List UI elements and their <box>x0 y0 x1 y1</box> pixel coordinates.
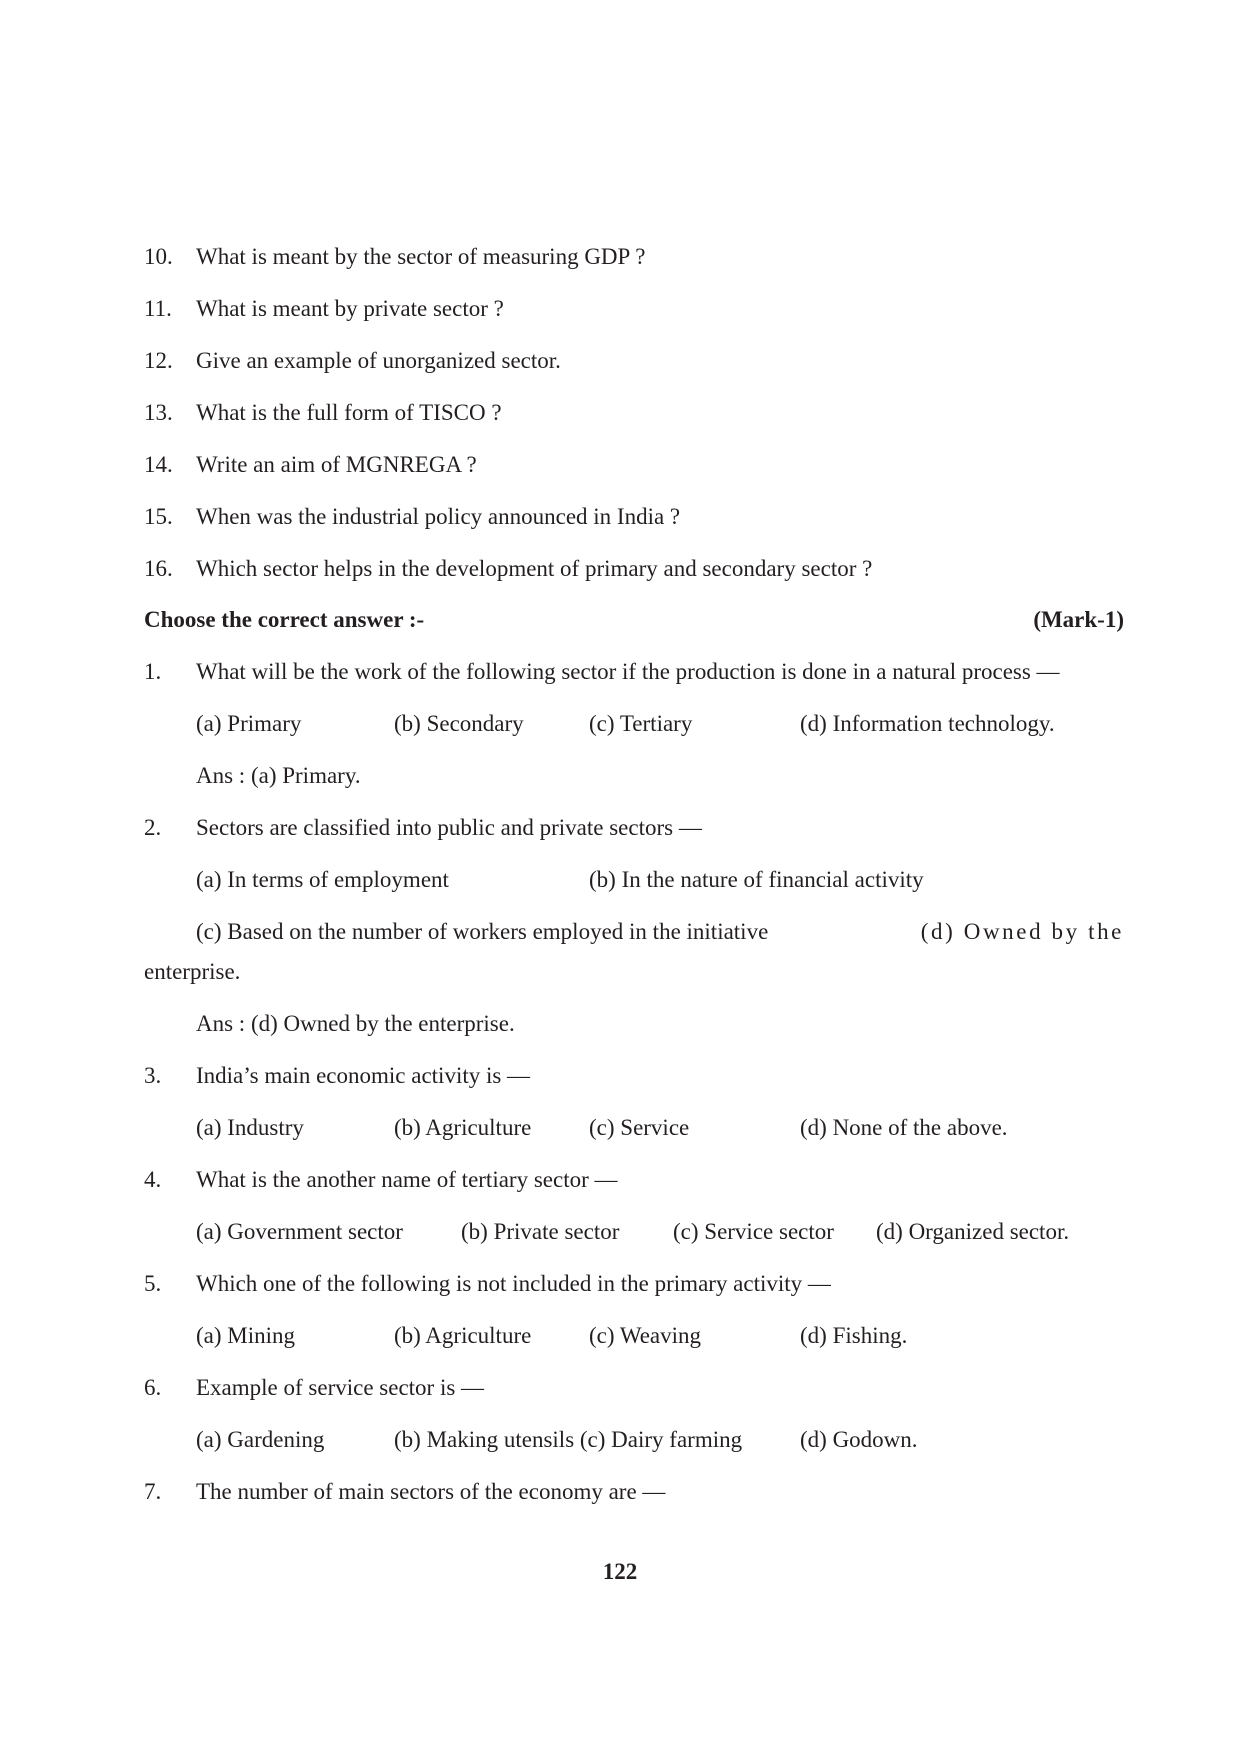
question-number: 11. <box>144 296 172 321</box>
option-a: (a) Government sector <box>196 1219 403 1244</box>
section-marks: (Mark-1) <box>1033 607 1124 632</box>
question-number: 13. <box>144 400 173 425</box>
option-b: (b) Secondary <box>394 711 524 736</box>
option-a: (a) Mining <box>196 1323 296 1348</box>
question-number: 15. <box>144 504 173 529</box>
question-text: Give an example of unorganized sector. <box>196 348 561 373</box>
question-number: 2. <box>144 815 162 840</box>
question-text: What is meant by private sector ? <box>196 296 504 321</box>
answer-text: Ans : (d) Owned by the enterprise. <box>196 1011 515 1036</box>
question-number: 1. <box>144 659 162 684</box>
question-text: Example of service sector is — <box>196 1375 485 1400</box>
question-text: Sectors are classified into public and private sectors — <box>196 815 702 840</box>
section-heading: Choose the correct answer :- <box>144 607 425 632</box>
question-text: What is meant by the sector of measuring GDP ? <box>196 244 646 269</box>
answer-text: Ans : (a) Primary. <box>196 763 361 788</box>
option-d: (d) Godown. <box>800 1427 918 1452</box>
question-text: Write an aim of MGNREGA ? <box>196 452 477 477</box>
option-c: (c) Tertiary <box>589 711 693 736</box>
question-text: The number of main sectors of the economy are — <box>196 1479 666 1504</box>
question-number: 3. <box>144 1063 162 1088</box>
question-text: When was the industrial policy announced in India ? <box>196 504 681 529</box>
question-text: Which one of the following is not included in the primary activity — <box>196 1271 831 1296</box>
option-b: (b) In the nature of financial activity <box>589 867 924 892</box>
question-number: 7. <box>144 1479 162 1504</box>
option-a: (a) Industry <box>196 1115 304 1140</box>
question-number: 14. <box>144 452 173 477</box>
option-c: (c) Service <box>589 1115 690 1140</box>
option-a: (a) In terms of employment <box>196 867 449 892</box>
option-d: (d) Fishing. <box>800 1323 908 1348</box>
option-c: (c) Based on the number of workers employed in the initiative <box>196 919 769 944</box>
question-text: What is the another name of tertiary sector — <box>196 1167 618 1192</box>
option-d: (d) None of the above. <box>800 1115 1008 1140</box>
option-b-c: (b) Making utensils (c) Dairy farming <box>394 1427 743 1452</box>
option-a: (a) Primary <box>196 711 302 736</box>
option-d-continued: enterprise. <box>144 959 241 984</box>
question-number: 4. <box>144 1167 162 1192</box>
option-d: (d) Information technology. <box>800 711 1055 736</box>
question-text: What is the full form of TISCO ? <box>196 400 502 425</box>
option-d: (d) Owned by the <box>920 919 1124 944</box>
question-number: 5. <box>144 1271 162 1296</box>
option-c: (c) Service sector <box>673 1219 834 1244</box>
question-number: 6. <box>144 1375 162 1400</box>
question-number: 10. <box>144 244 173 269</box>
option-b: (b) Agriculture <box>394 1115 532 1140</box>
question-text: India’s main economic activity is — <box>196 1063 531 1088</box>
option-a: (a) Gardening <box>196 1427 325 1452</box>
question-number: 12. <box>144 348 173 373</box>
page-number: 122 <box>602 1559 638 1584</box>
option-d: (d) Organized sector. <box>876 1219 1070 1244</box>
question-text: Which sector helps in the development of primary and secondary sector ? <box>196 556 873 581</box>
option-b: (b) Private sector <box>461 1219 620 1244</box>
question-text: What will be the work of the following sector if the production is done in a natural process — <box>196 659 1060 684</box>
option-c: (c) Weaving <box>589 1323 702 1348</box>
option-b: (b) Agriculture <box>394 1323 532 1348</box>
question-number: 16. <box>144 556 173 581</box>
